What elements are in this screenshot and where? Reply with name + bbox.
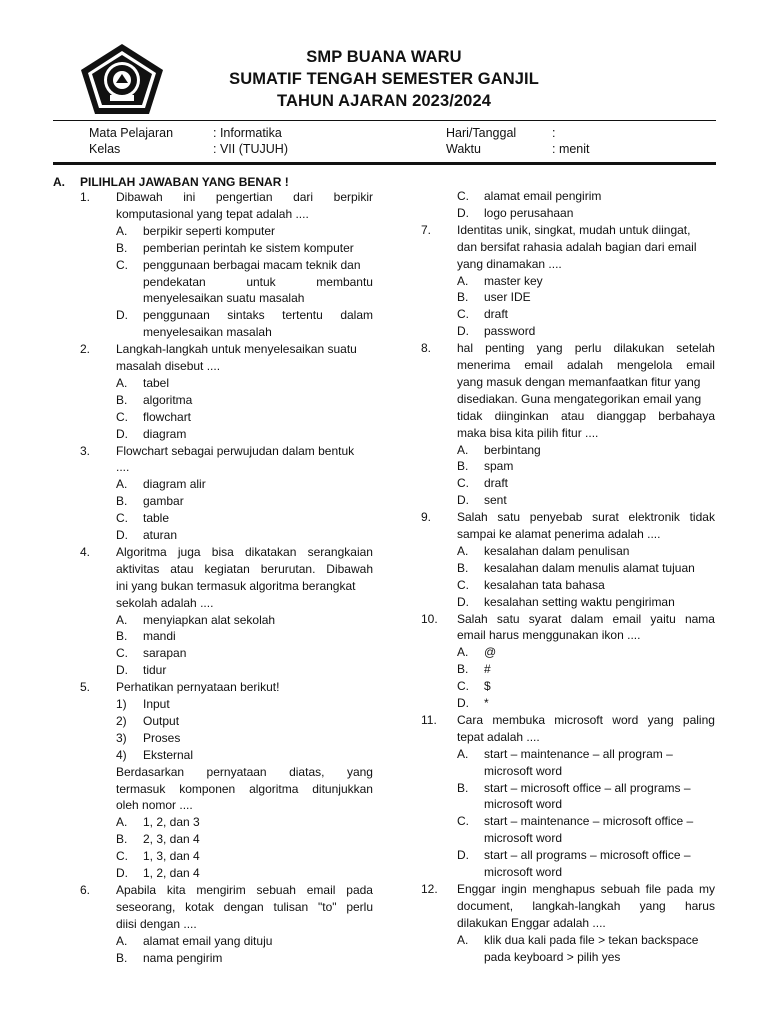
option-text: # <box>484 662 491 677</box>
option-marker: D. <box>457 324 469 339</box>
option-marker: C. <box>457 679 469 694</box>
question-text: sekolah adalah .... <box>116 595 214 610</box>
question-text <box>457 611 715 628</box>
word: pengertian <box>215 190 273 204</box>
word: email <box>306 882 336 897</box>
question-number: 4. <box>80 544 91 559</box>
option-text: diagram alir <box>143 477 206 492</box>
option-text: Eksternal <box>143 747 194 762</box>
word: dikatakan <box>245 544 297 559</box>
word: tertentu <box>282 308 323 323</box>
question-text: oleh nomor .... <box>116 798 193 813</box>
option-text: sent <box>484 493 507 508</box>
word: file <box>645 881 661 896</box>
option-marker: D. <box>116 866 128 880</box>
option-text: start – maintenance – all program – <box>484 746 673 761</box>
option-text: microsoft word <box>484 865 563 879</box>
question-text: .... <box>116 460 130 475</box>
option-text: kesalahan dalam penulisan <box>484 543 630 558</box>
question-text: Flowchart sebagai perwujudan dalam bentuk <box>116 443 355 458</box>
academic-year: TAHUN AJARAN 2023/2024 <box>276 92 492 110</box>
word: document, <box>457 898 514 913</box>
day-label: Hari/Tanggal <box>446 126 517 140</box>
word: word <box>612 712 639 727</box>
question-number: 12. <box>421 881 438 896</box>
option-marker: C. <box>116 511 128 526</box>
word: kita <box>166 882 186 897</box>
question-text: dilakukan Enggar adalah .... <box>457 915 606 930</box>
option-text: menyiapkan alat sekolah <box>143 612 276 627</box>
question-text <box>457 881 715 898</box>
option-marker: D. <box>457 696 469 710</box>
option-text: mandi <box>143 629 176 644</box>
option-text: pemberian perintah ke sistem komputer <box>143 240 354 255</box>
option-marker: A. <box>457 645 469 660</box>
question-text: ini yang bukan termasuk algoritma berangkat <box>116 578 356 593</box>
subject-label: Mata Pelajaran <box>89 126 174 140</box>
option-marker: C. <box>116 646 128 661</box>
word: kegiatan <box>204 561 250 576</box>
word: atau <box>560 408 585 423</box>
question-text: Identitas unik, singkat, mudah untuk diingat, <box>457 222 691 237</box>
word: penting <box>485 341 525 356</box>
option-text: logo perusahaan <box>484 205 574 220</box>
option-marker: D. <box>116 528 128 542</box>
option-marker: B. <box>116 494 128 509</box>
option-text: tabel <box>143 375 170 390</box>
option-marker: C. <box>457 814 469 829</box>
word: dilakukan <box>613 341 665 356</box>
question-number: 7. <box>421 222 432 237</box>
word: my <box>698 881 715 896</box>
option-text: aturan <box>143 528 178 542</box>
option-text: sarapan <box>143 646 187 661</box>
option-marker: B. <box>457 662 469 677</box>
option-text: draft <box>484 476 509 491</box>
option-text: Output <box>143 713 180 728</box>
option-text: 1, 3, dan 4 <box>143 849 200 864</box>
option-text: * <box>484 696 489 710</box>
question-number: 9. <box>421 510 432 525</box>
word: termasuk <box>116 781 166 796</box>
word: membuka <box>492 712 545 727</box>
option-text: 2, 3, dan 4 <box>143 832 200 847</box>
question-number: 3. <box>80 443 91 458</box>
word: Cara <box>457 712 484 727</box>
question-text <box>116 561 373 578</box>
info-divider <box>53 162 716 165</box>
option-marker: A. <box>457 442 469 457</box>
word: "to" <box>317 899 337 914</box>
word: ingin <box>501 881 527 896</box>
question-text <box>116 899 373 916</box>
section-title: PILIHLAH JAWABAN YANG BENAR ! <box>80 175 289 189</box>
option-text: penggunaan berbagai macam teknik dan <box>143 257 361 272</box>
option-text: user IDE <box>484 290 531 305</box>
class-value: : VII (TUJUH) <box>213 142 288 156</box>
word: yang <box>639 898 666 913</box>
word: adalah <box>566 358 603 372</box>
question-text: diisi dengan .... <box>116 916 197 931</box>
word: kotak <box>185 899 214 914</box>
option-text: alamat email pengirim <box>484 189 602 203</box>
word: Dibawah <box>116 190 163 204</box>
option-text <box>143 307 373 324</box>
option-marker: D. <box>457 205 469 220</box>
word: aktivitas <box>116 561 160 576</box>
option-marker: C. <box>457 307 469 322</box>
question-text <box>116 764 373 781</box>
word: yang <box>536 341 563 356</box>
option-text: password <box>484 324 536 339</box>
word: menghapus <box>532 881 596 896</box>
option-text: kesalahan setting waktu pengiriman <box>484 594 675 609</box>
word: pada <box>346 882 373 897</box>
word: seseorang, <box>116 899 176 914</box>
section-letter: A. <box>53 175 65 189</box>
question-text <box>116 781 373 798</box>
option-marker: C. <box>116 257 128 272</box>
question-text: masalah disebut .... <box>116 359 221 373</box>
question-text: disediakan. Guna mengategorikan email yang <box>457 391 702 406</box>
word: komponen <box>179 781 236 796</box>
word: Salah <box>457 510 488 525</box>
word: pada <box>666 881 694 896</box>
word: ditunjukkan <box>312 781 373 796</box>
word: perlu <box>574 341 602 356</box>
option-marker: B. <box>457 290 469 305</box>
word: Apabila <box>116 882 157 897</box>
question-text: email harus menggunakan ikon .... <box>457 628 641 643</box>
option-marker: A. <box>116 612 128 627</box>
word: yaitu <box>650 611 676 626</box>
word: hal <box>457 341 474 356</box>
word: elektronik <box>628 510 680 525</box>
option-marker: 4) <box>116 747 127 762</box>
word: dalam <box>340 308 373 323</box>
option-text: start – all programs – microsoft office – <box>484 848 691 863</box>
word: langkah-langkah <box>532 898 621 913</box>
question-number: 5. <box>80 680 91 695</box>
question-text <box>457 408 715 425</box>
question-text <box>116 882 373 899</box>
question-text: Langkah-langkah untuk menyelesaikan suatu <box>116 342 357 357</box>
option-marker: C. <box>457 476 469 491</box>
word: pernyataan <box>206 764 267 779</box>
word: sebuah <box>600 881 641 896</box>
question-text <box>116 544 373 561</box>
option-marker: 3) <box>116 730 127 745</box>
question-text: yang dinamakan .... <box>457 256 562 271</box>
word: tidak <box>457 408 483 423</box>
word: perlu <box>346 899 373 914</box>
option-marker: D. <box>116 663 128 678</box>
question-number: 10. <box>421 611 438 626</box>
word: Berdasarkan <box>116 764 185 779</box>
word: ini <box>183 190 196 204</box>
question-text <box>457 509 715 526</box>
option-text: gambar <box>143 494 184 509</box>
exam-title: SUMATIF TENGAH SEMESTER GANJIL <box>229 70 539 88</box>
word: diatas, <box>289 764 325 779</box>
word: harus <box>684 898 715 913</box>
option-text: diagram <box>143 426 187 441</box>
option-text: tidur <box>143 663 167 678</box>
word: berbahaya <box>658 408 715 423</box>
word: berurutan. <box>260 561 316 576</box>
question-text <box>116 189 373 206</box>
option-marker: D. <box>116 308 128 323</box>
word: dari <box>293 190 314 204</box>
question-number: 8. <box>421 341 432 356</box>
word: membantu <box>316 274 373 289</box>
class-label: Kelas <box>89 142 121 156</box>
option-text: 1, 2, dan 4 <box>143 866 200 880</box>
option-marker: B. <box>116 240 128 255</box>
word: sintaks <box>227 308 265 323</box>
question-text: sampai ke alamat penerima adalah .... <box>457 527 661 541</box>
option-marker: D. <box>457 848 469 863</box>
word: tidak <box>689 510 715 525</box>
option-marker: B. <box>116 950 128 965</box>
word: dengan <box>223 899 264 914</box>
option-marker: A. <box>116 933 128 948</box>
option-marker: A. <box>116 223 128 238</box>
question-text <box>457 357 715 374</box>
option-marker: A. <box>457 746 469 761</box>
option-marker: A. <box>457 273 469 288</box>
question-text: maka bisa kita pilih fitur .... <box>457 425 599 440</box>
time-label: Waktu <box>446 142 481 156</box>
option-marker: A. <box>457 932 469 947</box>
option-text: nama pengirim <box>143 950 223 965</box>
word: atau <box>170 561 194 576</box>
word: surat <box>592 510 619 525</box>
option-marker: C. <box>457 189 469 203</box>
option-text: master key <box>484 273 543 288</box>
option-marker: B. <box>116 629 128 644</box>
school-name: SMP BUANA WARU <box>306 48 462 66</box>
option-marker: A. <box>457 543 469 558</box>
option-text: klik dua kali pada file > tekan backspace <box>484 932 699 947</box>
option-text: spam <box>484 459 514 474</box>
option-text: microsoft word <box>484 797 563 812</box>
option-text: pada keyboard > pilih yes <box>484 949 621 964</box>
word: algoritma <box>249 781 299 796</box>
option-marker: A. <box>116 477 128 492</box>
word: Enggar <box>457 881 496 896</box>
option-text <box>143 274 373 291</box>
question-text: komputasional yang tepat adalah .... <box>116 206 309 221</box>
word: Salah <box>457 611 488 626</box>
question-text: yang masuk dengan memanfaatkan fitur yang <box>457 374 701 389</box>
question-text: tepat adalah .... <box>457 729 540 744</box>
header-divider <box>53 120 716 121</box>
word: email <box>612 611 642 626</box>
word: pendekatan <box>143 274 206 289</box>
option-text: draft <box>484 307 509 322</box>
word: dalam <box>570 611 604 626</box>
option-text: kesalahan dalam menulis alamat tujuan <box>484 560 695 575</box>
question-text <box>457 898 715 915</box>
question-number: 6. <box>80 882 91 897</box>
option-text: 1, 2, dan 3 <box>143 815 200 830</box>
option-marker: A. <box>116 815 128 830</box>
option-text: table <box>143 511 170 526</box>
word: dianggap <box>596 408 646 423</box>
time-value: : menit <box>552 142 590 156</box>
word: Dibawah <box>326 561 373 576</box>
option-text: menyelesaikan masalah <box>143 325 272 340</box>
question-text <box>457 340 715 357</box>
word: serangkaian <box>307 544 373 559</box>
option-marker: D. <box>457 594 469 609</box>
option-marker: B. <box>116 392 128 407</box>
word: yang <box>346 764 373 779</box>
option-marker: D. <box>116 426 128 441</box>
option-text: microsoft word <box>484 831 563 846</box>
word: syarat <box>528 611 562 626</box>
word: untuk <box>246 274 276 289</box>
word: menerima <box>457 358 511 372</box>
option-text: alamat email yang dituju <box>143 933 273 948</box>
question-text <box>457 712 715 729</box>
question-text: dan bersifat rahasia adalah bagian dari email <box>457 239 697 254</box>
word: nama <box>684 611 715 626</box>
option-marker: 1) <box>116 697 127 711</box>
option-text: flowchart <box>143 409 192 424</box>
option-text: menyelesaikan suatu masalah <box>143 291 305 306</box>
option-marker: C. <box>116 409 128 424</box>
word: Algoritma <box>116 544 167 559</box>
word: penyebab <box>529 510 583 525</box>
word: satu <box>497 510 521 525</box>
word: sebuah <box>256 882 296 897</box>
option-text: start – maintenance – microsoft office – <box>484 814 694 829</box>
word: diinginkan <box>494 408 549 423</box>
word: setelah <box>676 341 715 356</box>
word: paling <box>682 712 715 727</box>
option-text: algoritma <box>143 392 193 407</box>
day-value: : <box>552 126 556 140</box>
option-marker: 2) <box>116 713 127 728</box>
word: email <box>686 358 715 372</box>
word: email <box>524 358 553 372</box>
option-marker: B. <box>116 832 128 847</box>
option-marker: B. <box>457 459 469 474</box>
word: juga <box>177 544 201 559</box>
option-text: $ <box>484 679 491 694</box>
question-number: 1. <box>80 190 91 204</box>
question-text: Perhatikan pernyataan berikut! <box>116 680 280 695</box>
word: satu <box>496 611 520 626</box>
option-text: Proses <box>143 730 181 745</box>
option-marker: C. <box>457 577 469 592</box>
word: bisa <box>211 544 234 559</box>
word: mengirim <box>196 882 246 897</box>
word: tulisan <box>273 899 309 914</box>
option-text: Input <box>143 697 170 711</box>
word: yang <box>647 712 674 727</box>
option-marker: D. <box>457 493 469 508</box>
question-number: 2. <box>80 342 91 357</box>
option-text: microsoft word <box>484 763 563 778</box>
option-text: berpikir seperti komputer <box>143 223 276 238</box>
option-marker: B. <box>457 780 469 795</box>
word: berpikir <box>333 190 373 204</box>
option-text: @ <box>484 645 497 660</box>
word: mengelola <box>616 358 673 372</box>
question-number: 11. <box>421 712 437 727</box>
option-text: start – microsoft office – all programs – <box>484 780 691 795</box>
subject-value: : Informatika <box>213 126 282 140</box>
option-marker: A. <box>116 375 128 390</box>
word: microsoft <box>554 712 603 727</box>
option-text: berbintang <box>484 442 541 457</box>
option-marker: B. <box>457 560 469 575</box>
word: penggunaan <box>143 308 210 323</box>
option-text: kesalahan tata bahasa <box>484 577 605 592</box>
option-marker: C. <box>116 849 128 864</box>
